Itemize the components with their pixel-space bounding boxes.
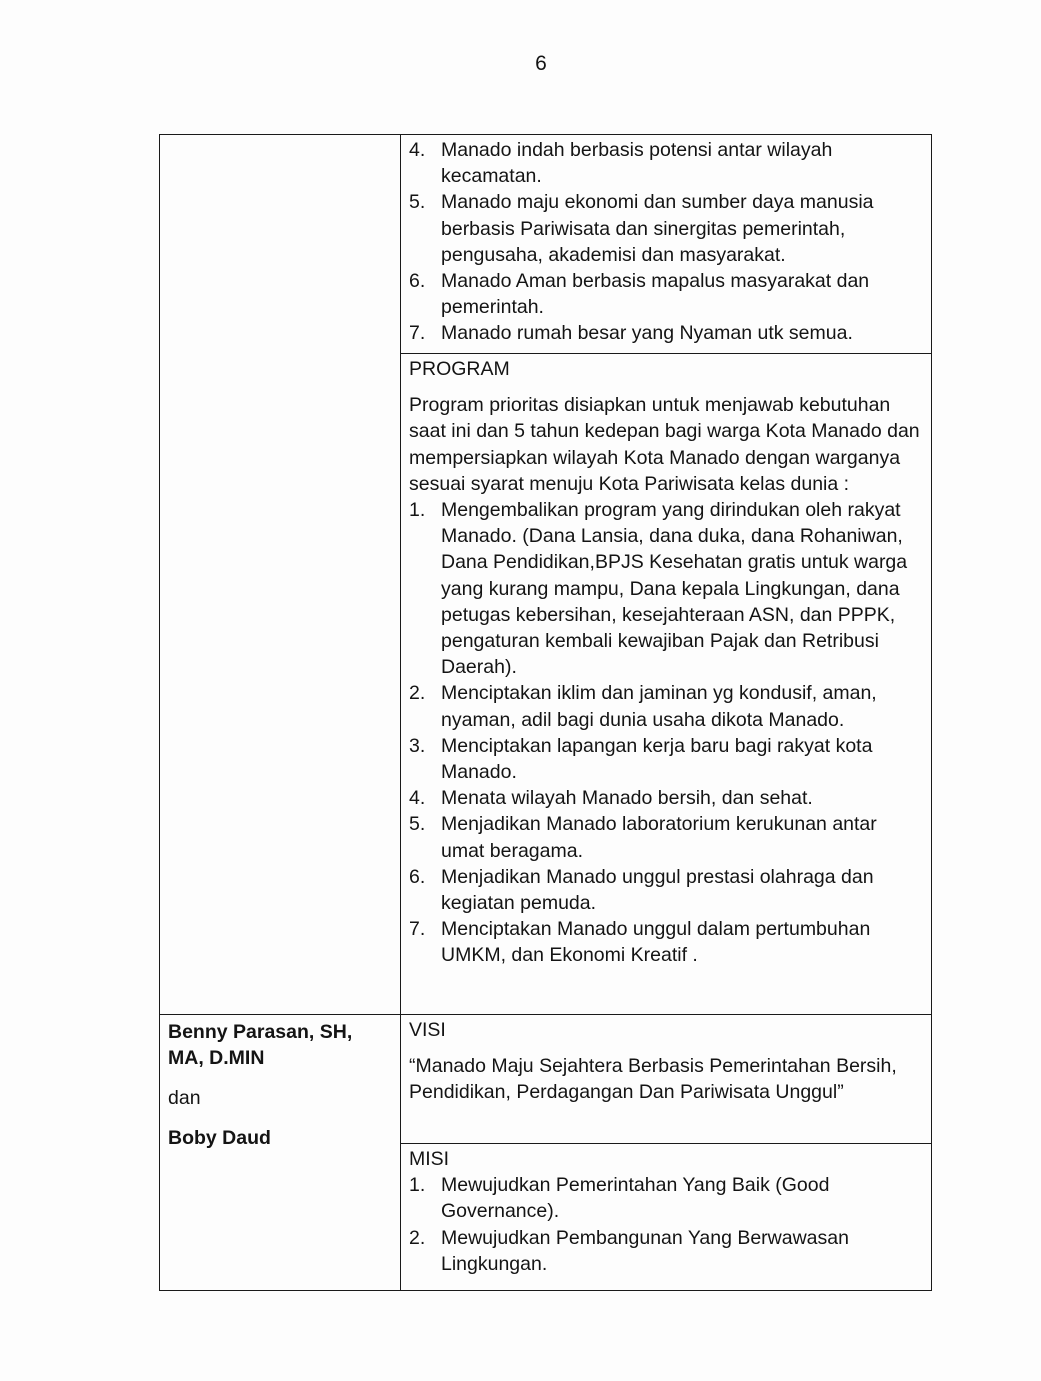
candidate-program-table <box>159 134 932 1291</box>
list-item: 3. Menciptakan lapangan kerja baru bagi rakyat kota Manado. <box>409 734 873 784</box>
program-list <box>409 497 923 969</box>
list-item: 5. Manado maju ekonomi dan sumber daya manusia berbasis Pariwisata dan sinergitas pemerintah, pengusaha, akademisi dan masyarakat. <box>409 191 874 266</box>
list-item: 6. Menjadikan Manado unggul prestasi olahraga dan kegiatan pemuda. <box>409 865 874 915</box>
candidate-2-name: Boby Daud <box>168 1127 271 1149</box>
candidate-connector: dan <box>168 1087 201 1109</box>
list-item: 5. Menjadikan Manado laboratorium kerukunan antar umat beragama. <box>409 813 877 862</box>
list-item: 2. Menciptakan iklim dan jaminan yg kondusif, aman, nyaman, adil bagi dunia usaha dikota Manado. <box>409 682 877 731</box>
candidate-1-name: Benny Parasan, SH, MA, D.MIN <box>168 1021 353 1069</box>
list-item: 7. Menciptakan Manado unggul dalam pertumbuhan UMKM, dan Ekonomi Kreatif . <box>409 918 871 967</box>
program-intro: Program prioritas disiapkan untuk menjawab kebutuhan saat ini dan 5 tahun kedepan bagi warga Kota Manado dan mempersiapkan wilayah Kota Manado dengan warganya sesuai syarat menuju Kota Pariwisata kelas dunia : <box>409 394 920 495</box>
list-item: 1. Mengembalikan program yang dirindukan oleh rakyat Manado. (Dana Lansia, dana duka, dana Rohaniwan, Dana Pendidikan,BPJS Kesehatan gratis untuk warga yang kurang mampu, Dana kepala Lingkungan, dana petugas kebersihan, kesejahteraan ASN, dan PPPK, pengaturan kembali kewajiban Pajak dan Retribusi Daerah). <box>409 499 908 679</box>
misi-heading: MISI <box>409 1148 450 1170</box>
misi-cell <box>401 1144 932 1291</box>
list-item: 6. Manado Aman berbasis mapalus masyarakat dan pemerintah. <box>409 270 870 319</box>
candidate-cell <box>160 1015 401 1291</box>
program-heading: PROGRAM <box>409 358 510 380</box>
visi-text: “Manado Maju Sejahtera Berbasis Pemerintahan Bersih, Pendidikan, Perdagangan Dan Pariwisata Unggul” <box>409 1055 897 1104</box>
program-cell <box>401 354 932 1015</box>
table-row <box>160 1015 932 1144</box>
misi-continuation-cell <box>401 135 932 354</box>
misi-list <box>409 1172 923 1277</box>
misi-list <box>409 137 923 347</box>
visi-heading: VISI <box>409 1019 446 1041</box>
page-number: 6 <box>535 52 547 75</box>
list-item: 1. Mewujudkan Pemerintahan Yang Baik (Good Governance). <box>409 1174 830 1223</box>
table-row <box>160 135 932 354</box>
candidate-cell-empty <box>160 135 401 1015</box>
list-item: 2. Mewujudkan Pembangunan Yang Berwawasan Lingkungan. <box>409 1226 849 1275</box>
visi-cell <box>401 1015 932 1144</box>
list-item: 4. Menata wilayah Manado bersih, dan sehat. <box>409 787 813 810</box>
list-item: 7. Manado rumah besar yang Nyaman utk semua. <box>409 322 853 345</box>
list-item: 4. Manado indah berbasis potensi antar wilayah kecamatan. <box>409 139 833 188</box>
